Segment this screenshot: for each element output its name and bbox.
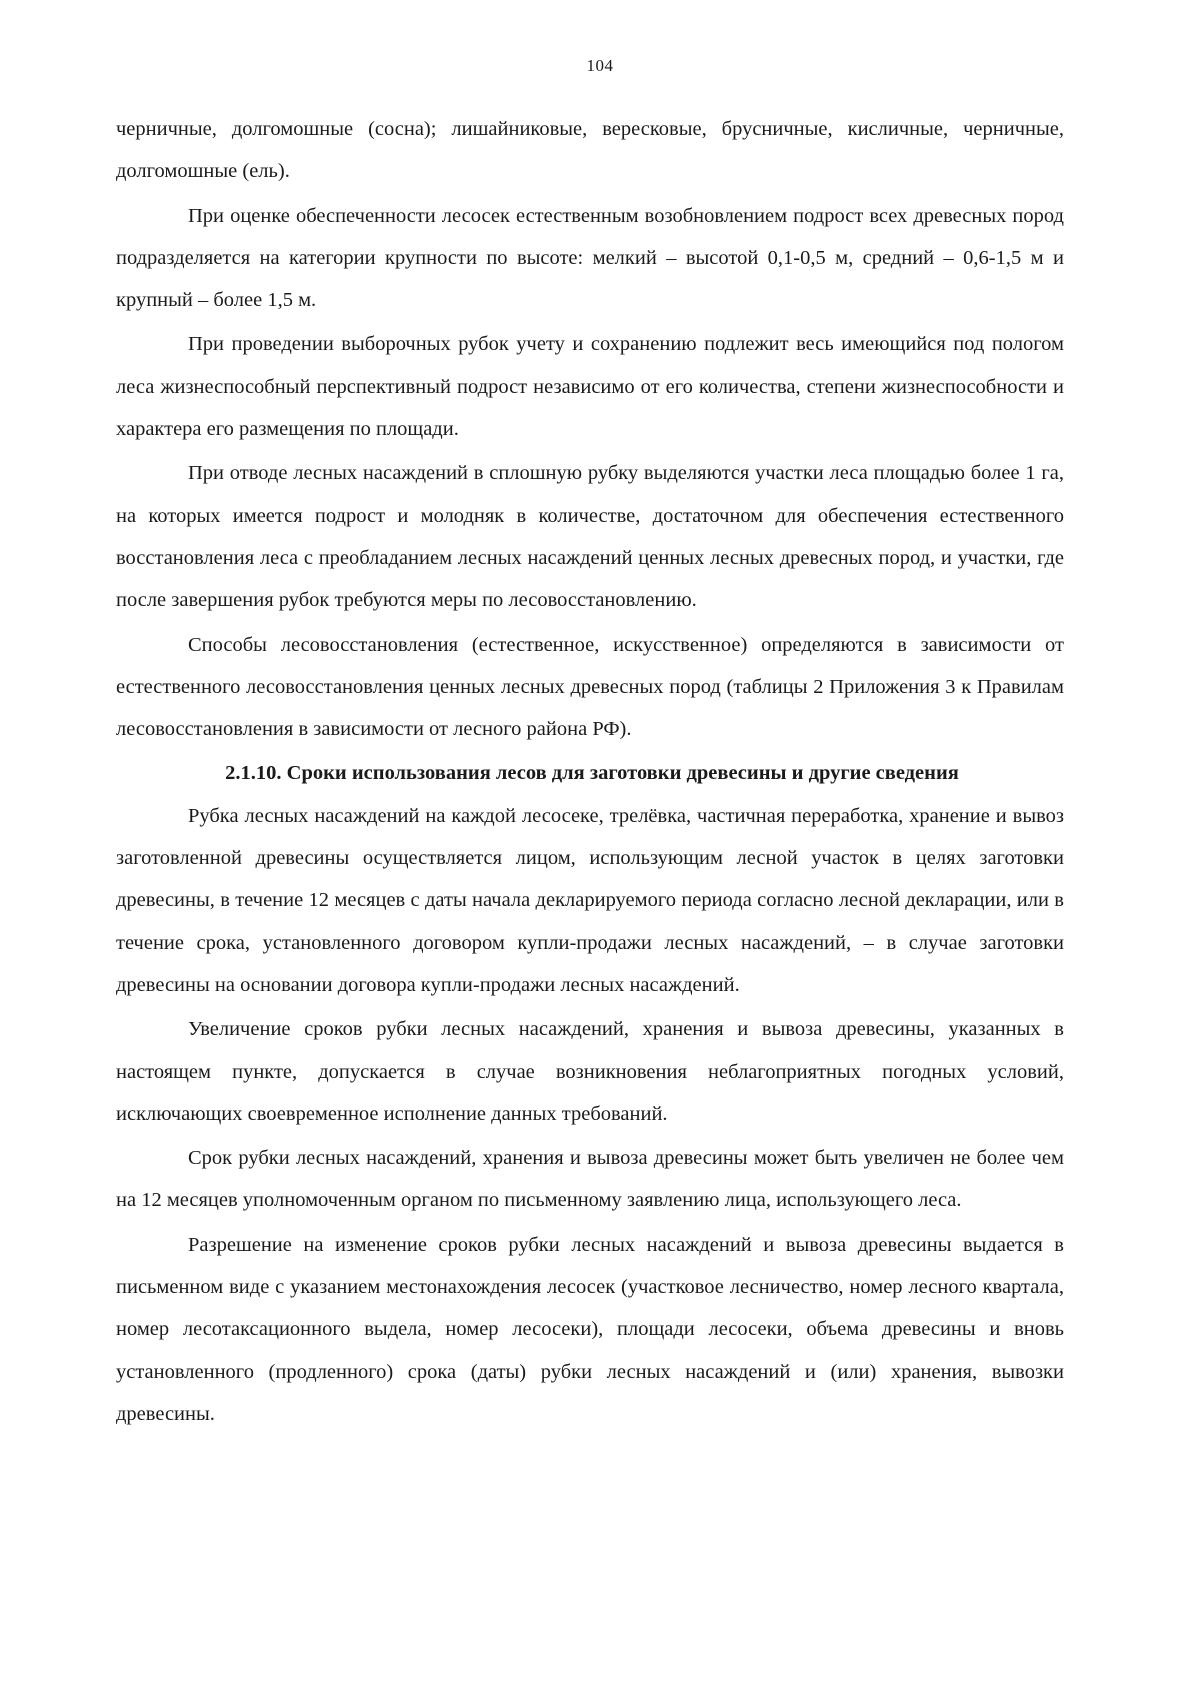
paragraph-reforestation-methods: Способы лесовосстановления (естественное, искусственное) определяются в зависимости от естественного лесовосстановления ценных лесных древесных пород (таблицы 2 Приложения 3 к Правилам лесовосстановления в зависимости от лесного района РФ). bbox=[116, 633, 1064, 741]
paragraph-continuation: черничные, долгомошные (сосна); лишайниковые, вересковые, брусничные, кисличные, черничные, долгомошные (ель). bbox=[116, 118, 1064, 183]
section-heading: 2.1.10. Сроки использования лесов для заготовки древесины и другие сведения bbox=[225, 762, 959, 785]
paragraph-extension-permit: Разрешение на изменение сроков рубки лесных насаждений и вывоза древесины выдается в письменном виде с указанием местонахождения лесосек (участковое лесничество, номер лесного квартала, номер лесотаксационного выдела, номер лесосеки), площади лесосеки, объема древесины и вновь установленного (продленного) срока (даты) рубки лесных насаждений и (или) хранения, вывозки древесины. bbox=[116, 1233, 1064, 1425]
paragraph-term-extension-conditions: Увеличение сроков рубки лесных насаждений, хранения и вывоза древесины, указанных в настоящем пункте, допускается в случае возникновения неблагоприятных погодных условий, исключающих своевременное исполнение данных требований. bbox=[116, 1018, 1064, 1125]
paragraph-cutting-terms: Рубка лесных насаждений на каждой лесосеке, трелёвка, частичная переработка, хранение и вывоз заготовленной древесины осуществляется лицом, использующим лесной участок в целях заготовки древесины, в течение 12 месяцев с даты начала декларируемого периода согласно лесной декларации, или в течение срока, установленного договором купли-продажи лесных насаждений, – в случае заготовки древесины на основании договора купли-продажи лесных насаждений. bbox=[116, 804, 1064, 996]
paragraph-term-extension-limit: Срок рубки лесных насаждений, хранения и вывоза древесины может быть увеличен не более чем на 12 месяцев уполномоченным органом по письменному заявлению лица, использующего леса. bbox=[116, 1147, 1064, 1212]
paragraph-clear-cutting: При отводе лесных насаждений в сплошную рубку выделяются участки леса площадью более 1 га, на которых имеется подрост и молодняк в количестве, достаточном для обеспечения естественного восстановления леса с преобладанием лесных насаждений ценных лесных древесных пород, и участки, где после завершения рубок требуются меры по лесовосстановлению. bbox=[116, 462, 1064, 612]
paragraph-selective-cutting: При проведении выборочных рубок учету и сохранению подлежит весь имеющийся под пологом леса жизнеспособный перспективный подрост независимо от его количества, степени жизнеспособности и характера его размещения по площади. bbox=[116, 333, 1064, 441]
page-number: 104 bbox=[586, 56, 614, 75]
document-body bbox=[116, 108, 1064, 1435]
paragraph-undergrowth-categories: При оценке обеспеченности лесосек естественным возобновлением подрост всех древесных пород подразделяется на категории крупности по высоте: мелкий – высотой 0,1-0,5 м, средний – 0,6-1,5 м и крупный – более 1,5 м. bbox=[116, 204, 1064, 312]
